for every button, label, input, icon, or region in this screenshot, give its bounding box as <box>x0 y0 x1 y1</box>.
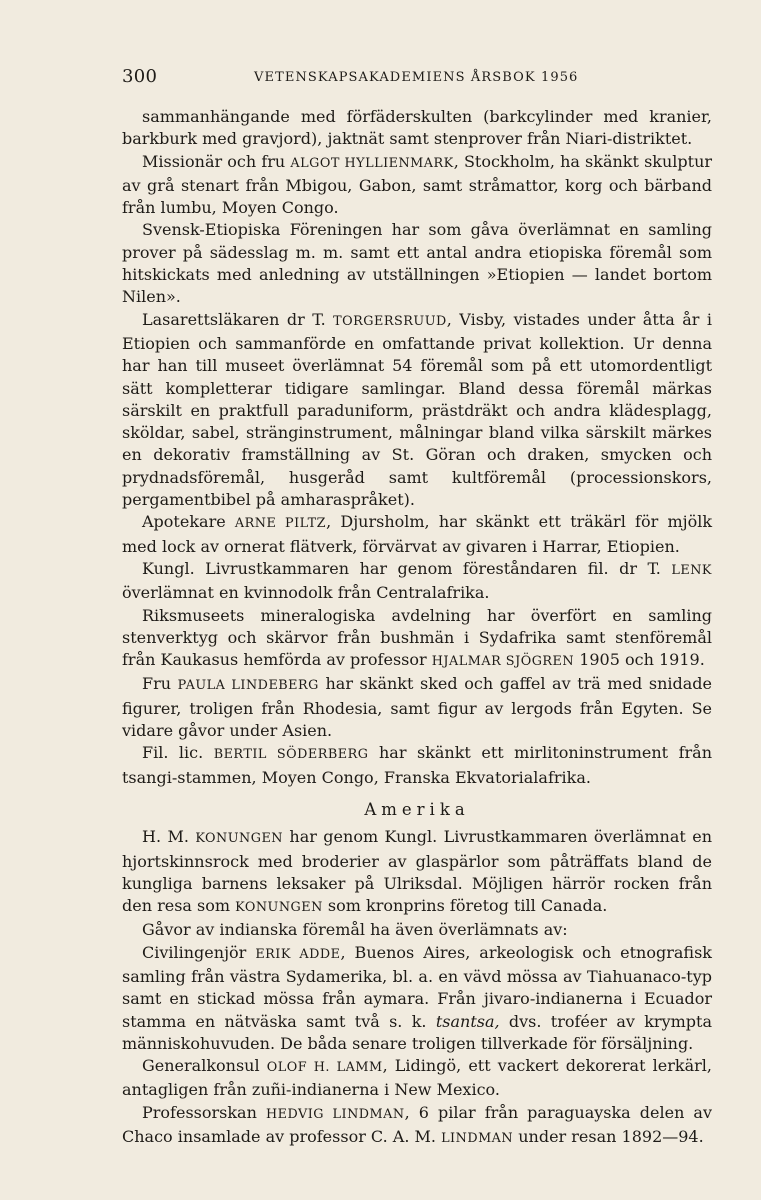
paragraph <box>122 106 712 151</box>
text-segment: har skänkt sked och gaffel av trä med snidade figurer, troligen från Rhodesia, samt figur av lergods från Egyten. Se vidare gåvor under Asien. <box>122 674 713 741</box>
person-name: ALGOT HYLLIENMARK <box>290 155 454 171</box>
paragraph <box>122 151 712 220</box>
person-name: HJALMAR SJÖGREN <box>431 654 575 670</box>
paragraph <box>122 511 712 558</box>
text-segment: Kungl. Livrustkammaren har genom föreståndaren fil. dr T. <box>142 558 672 578</box>
paragraph <box>122 1055 712 1102</box>
person-name: HEDVIG LINDMAN <box>265 1106 405 1122</box>
text-segment: har skänkt ett mirlitoninstrument från tsangi-stammen, Moyen Congo, Franska Ekvatorialafrika. <box>122 743 713 787</box>
text-segment: Fil. lic. <box>142 743 214 763</box>
person-name: PAULA LINDEBERG <box>177 678 319 694</box>
page-number: 300 <box>122 66 158 87</box>
text-segment: Fru <box>142 674 178 694</box>
text-segment: Professorskan <box>142 1102 266 1122</box>
paragraph-group-america <box>122 826 712 1150</box>
paragraph <box>122 219 712 308</box>
text-segment: sammanhängande med förfäderskulten (barkcylinder med kranier, barkburk med gravjord), jaktnät samt stenprover från Niari-distriktet. <box>122 107 712 149</box>
paragraph-group-africa <box>122 106 712 789</box>
text-segment: överlämnat en kvinnodolk från Centralafrika. <box>122 583 490 603</box>
person-name: ARNE PILTZ <box>234 516 327 532</box>
paragraph <box>122 1102 712 1151</box>
text-segment: Missionär och fru <box>142 151 291 171</box>
person-name: BERTIL SÖDERBERG <box>213 747 369 763</box>
paragraph <box>122 309 712 512</box>
paragraph <box>122 942 712 1055</box>
body-text <box>122 106 712 1150</box>
text-segment: 1905 och 1919. <box>574 650 705 670</box>
person-name: KONUNGEN <box>195 831 283 847</box>
text-segment: Generalkonsul <box>142 1056 267 1076</box>
text-segment: dvs. troféer av krympta människohuvuden. De båda senare troligen tillverkade för försäljning. <box>122 1011 713 1053</box>
person-name: LINDMAN <box>441 1131 514 1147</box>
paragraph <box>122 558 712 605</box>
text-segment: som kronprins företog till Canada. <box>322 896 608 916</box>
person-name: ERIK ADDE <box>255 946 341 962</box>
paragraph <box>122 742 712 789</box>
person-name: TORGERSRUUD <box>333 313 447 329</box>
text-segment: under resan 1892—94. <box>513 1127 704 1147</box>
person-name: OLOF H. LAMM <box>266 1060 383 1076</box>
text-segment: Lasarettsläkaren dr T. <box>142 309 334 329</box>
paragraph <box>122 826 712 919</box>
person-name: LENK <box>671 562 712 578</box>
paragraph <box>122 605 712 674</box>
text-segment: Riksmuseets mineralogiska avdelning har överfört en samling stenverktyg och skärvor från bushmän i Sydafrika samt stenföremål från Kaukasus hemförda av professor <box>122 605 712 670</box>
text-segment: , Stockholm, ha skänkt skulptur av grå stenart från Mbigou, Gabon, samt stråmattor, korg och bärband från lumbu, Moyen Congo. <box>122 151 713 218</box>
section-heading: Amerika <box>364 799 470 819</box>
text-segment: Svensk-Etiopiska Föreningen har som gåva överlämnat en samling prover på sädesslag m. m. samt ett antal andra etiopiska föremål som hitskickats med anledning av utställningen »Etiopien — landet bortom Nilen». <box>122 220 712 307</box>
text-segment: Gåvor av indianska föremål ha även överlämnats av: <box>142 920 568 940</box>
text-segment: Civilingenjör <box>142 942 256 962</box>
text-segment: , Djursholm, har skänkt ett träkärl för mjölk med lock av ornerat flätverk, förvärvat av givaren i Harrar, Etiopien. <box>122 512 713 556</box>
text-segment: har genom Kungl. Livrustkammaren överlämnat en hjortskinnsrock med broderier av glaspärlor som påträffats bland de kungliga barnens leksaker på Ulriksdal. Möjligen härrör rocken från den resa som <box>122 827 712 916</box>
page-header <box>122 66 712 94</box>
text-segment: , Visby, vistades under åtta år i Etiopien och sammanförde en omfattande privat kollektion. Ur denna har han till museet överlämnat 54 föremål som på ett utomordentligt sätt kompletterar tidigare samlingar. Bland dessa föremål märkas särskilt en praktfull paraduniform, prästdräkt och andra klädesplagg, sköldar, sabel, stränginstrument, målningar bland vilka särskilt märkes en dekorativ framställning av St. Göran och draken, smycken och prydnadsföremål, husgeråd samt kultföremål (processionskors, pergamentbibel på amharaspråket). <box>122 309 712 510</box>
italic-term: tsantsa, <box>435 1011 500 1031</box>
text-segment: , Lidingö, ett vackert dekorerat lerkärl, antagligen från zuñi-indianerna i New Mexico. <box>122 1056 712 1100</box>
text-segment: , Buenos Aires, arkeologisk och etnografisk samling från västra Sydamerika, bl. a. en vävd mössa av Tiahuanaco-typ samt en stickad mössa från aymara. Från jivaro-indianerna i Ecuador stamma en nätväska samt två s. k. <box>122 942 713 1031</box>
paragraph <box>122 673 712 742</box>
text-segment: , 6 pilar från paraguayska delen av Chaco insamlade av professor C. A. M. <box>122 1102 712 1147</box>
text-segment: H. M. <box>142 827 196 847</box>
text-segment: Apotekare <box>142 512 235 532</box>
person-name: KONUNGEN <box>235 900 323 916</box>
paragraph <box>122 919 712 941</box>
running-title: VETENSKAPSAKADEMIENS ÅRSBOK 1956 <box>254 70 579 85</box>
